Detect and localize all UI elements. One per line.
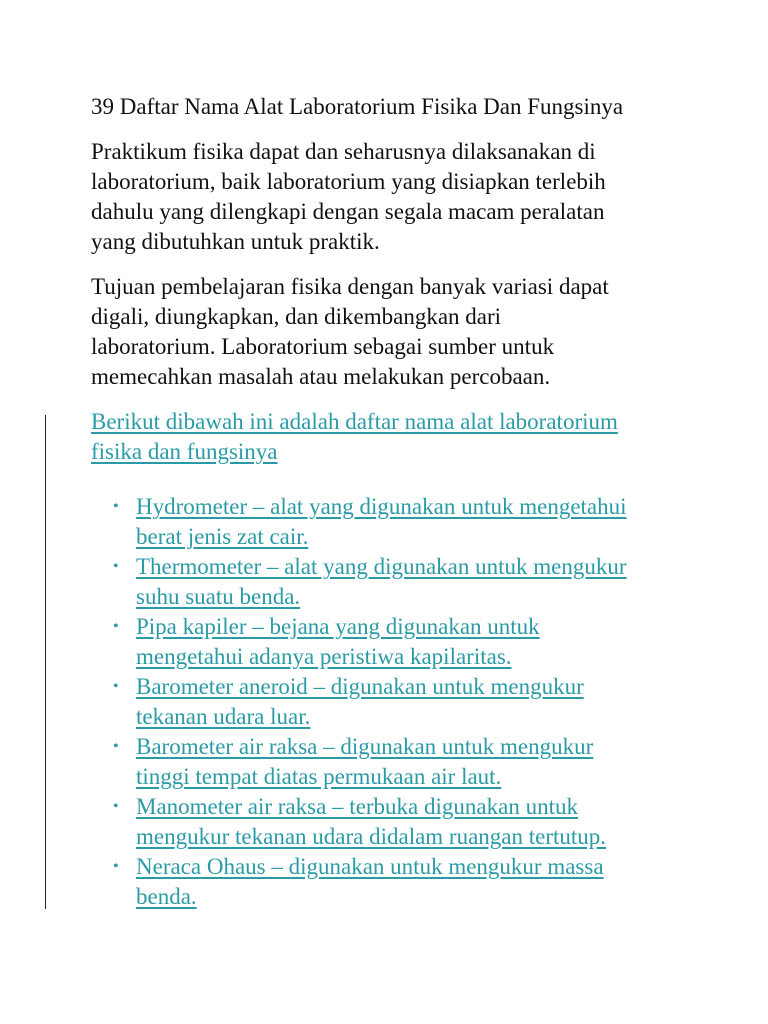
list-item-line[interactable]: mengukur tekanan udara didalam ruangan tertutup. <box>136 824 607 849</box>
bullet-icon: • <box>113 498 119 515</box>
list-item-neraca-ohaus[interactable] <box>91 852 691 912</box>
document-page <box>91 92 691 912</box>
link-line[interactable]: Berikut dibawah ini adalah daftar nama alat laboratorium <box>91 409 618 434</box>
paragraph-line: memecahkan masalah atau melakukan percobaan. <box>91 364 551 389</box>
list-item-manometer-air-raksa[interactable] <box>91 792 691 852</box>
list-item-line[interactable]: berat jenis zat cair. <box>136 524 309 549</box>
list-item-line[interactable]: Manometer air raksa – terbuka digunakan untuk <box>136 794 578 819</box>
list-item-line[interactable]: Barometer aneroid – digunakan untuk mengukur <box>136 674 584 699</box>
list-item-line[interactable]: tekanan udara luar. <box>136 704 311 729</box>
paragraph-line: yang dibutuhkan untuk praktik. <box>91 229 380 254</box>
list-item-barometer-air-raksa[interactable] <box>91 732 691 792</box>
paragraph-line: dahulu yang dilengkapi dengan segala macam peralatan <box>91 199 605 224</box>
list-item-pipa-kapiler[interactable] <box>91 612 691 672</box>
bullet-icon: • <box>113 798 119 815</box>
list-item-line[interactable]: Hydrometer – alat yang digunakan untuk mengetahui <box>136 494 627 519</box>
paragraph-line: Tujuan pembelajaran fisika dengan banyak variasi dapat <box>91 274 609 299</box>
bullet-icon: • <box>113 678 119 695</box>
list-item-line[interactable]: suhu suatu benda. <box>136 584 301 609</box>
bullet-icon: • <box>113 618 119 635</box>
list-item-line[interactable]: tinggi tempat diatas permukaan air laut. <box>136 764 502 789</box>
list-item-barometer-aneroid[interactable] <box>91 672 691 732</box>
bullet-icon: • <box>113 558 119 575</box>
paragraph-line: laboratorium. Laboratorium sebagai sumber untuk <box>91 334 555 359</box>
list-item-line[interactable]: Pipa kapiler – bejana yang digunakan untuk <box>136 614 540 639</box>
revision-change-bar <box>45 415 46 909</box>
document-title: 39 Daftar Nama Alat Laboratorium Fisika Dan Fungsinya <box>91 94 624 119</box>
instrument-list <box>91 492 691 912</box>
list-item-line[interactable]: Neraca Ohaus – digunakan untuk mengukur massa <box>136 854 604 879</box>
goal-paragraph <box>91 272 691 392</box>
link-line[interactable]: fisika dan fungsinya <box>91 439 278 464</box>
bullet-icon: • <box>113 738 119 755</box>
list-item-line[interactable]: Barometer air raksa – digunakan untuk mengukur <box>136 734 594 759</box>
list-item-line[interactable]: Thermometer – alat yang digunakan untuk mengukur <box>136 554 627 579</box>
paragraph-line: digali, diungkapkan, dan dikembangkan dari <box>91 304 502 329</box>
paragraph-line: laboratorium, baik laboratorium yang disiapkan terlebih <box>91 169 606 194</box>
list-item-line[interactable]: benda. <box>136 884 197 909</box>
list-intro-link[interactable] <box>91 407 691 467</box>
list-item-hydrometer[interactable] <box>91 492 691 552</box>
list-item-line[interactable]: mengetahui adanya peristiwa kapilaritas. <box>136 644 512 669</box>
list-item-thermometer[interactable] <box>91 552 691 612</box>
bullet-icon: • <box>113 858 119 875</box>
paragraph-line: Praktikum fisika dapat dan seharusnya dilaksanakan di <box>91 139 596 164</box>
intro-paragraph <box>91 137 691 257</box>
